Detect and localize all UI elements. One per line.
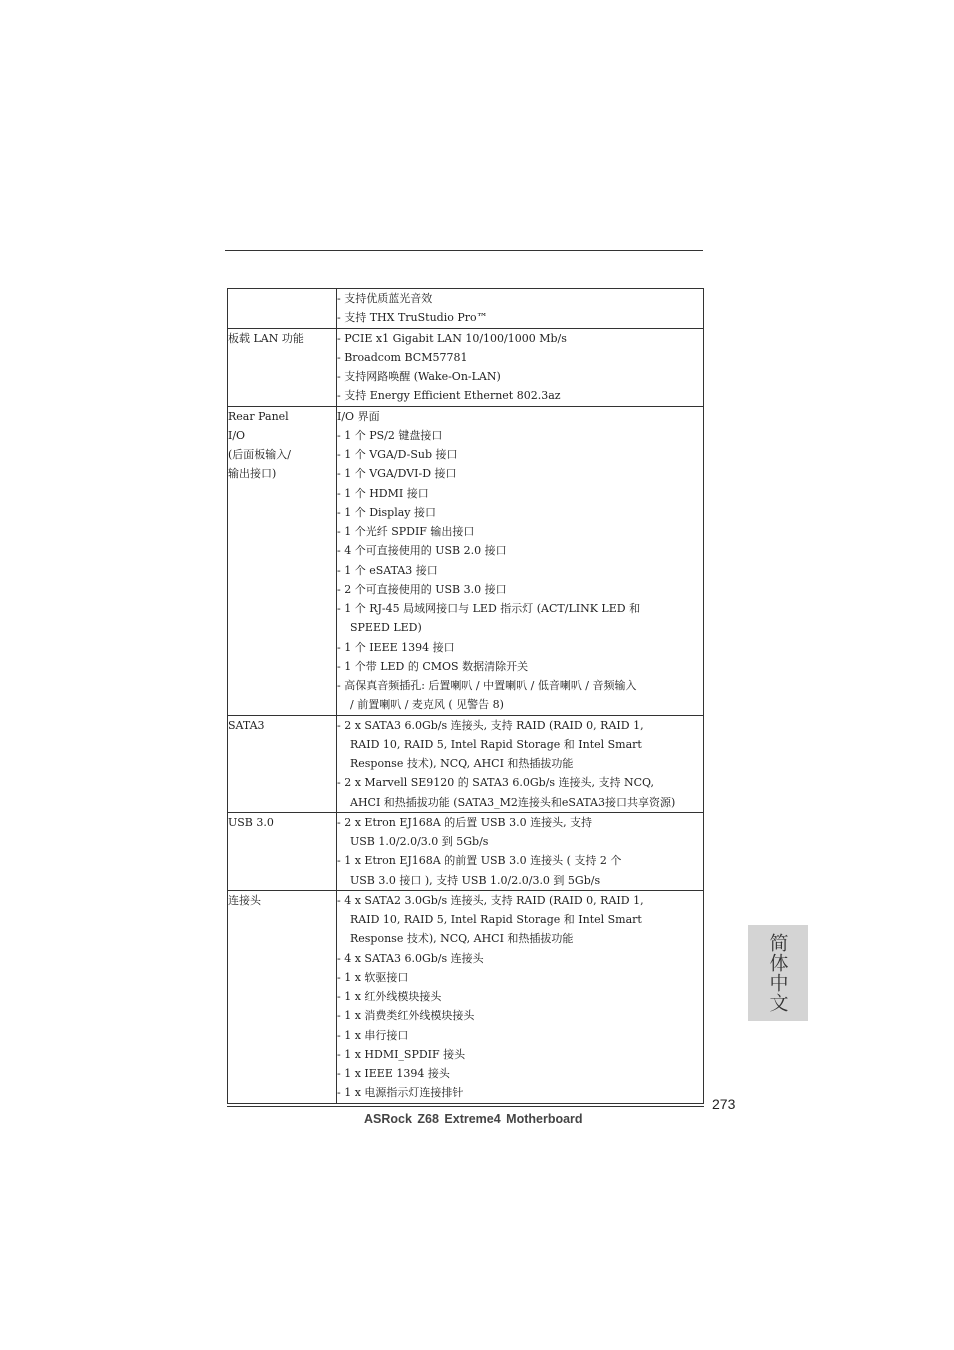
spec-content-cell	[337, 812, 704, 890]
spec-line: - 支持 Energy Efficient Ethernet 802.3az	[337, 389, 561, 403]
spec-line: - 支持优质蓝光音效	[337, 292, 433, 305]
spec-line: SPEED LED)	[350, 621, 422, 635]
footer-title: ASRock Z68 Extreme4 Motherboard	[364, 1112, 583, 1126]
spec-line: - 1 个 VGA/DVI-D 接口	[337, 467, 457, 481]
spec-line: - 2 x Marvell SE9120 的 SATA3 6.0Gb/s 连接头, 支持 NCQ,	[337, 776, 655, 790]
spec-label-line: (后面板输入/	[228, 448, 291, 461]
spec-label-line: 输出接口)	[228, 467, 277, 481]
spec-row	[228, 715, 704, 812]
spec-line: - Broadcom BCM57781	[337, 350, 468, 364]
spec-line: I/O 界面	[337, 409, 380, 423]
spec-line: / 前置喇叭 / 麦克风 ( 见警告 8)	[350, 698, 504, 712]
spec-line: - 1 个 PS/2 键盘接口	[337, 428, 443, 442]
spec-line: - 1 x 电源指示灯连接排针	[337, 1086, 464, 1100]
spec-line: USB 3.0 接口 ), 支持 USB 1.0/2.0/3.0 到 5Gb/s	[350, 873, 601, 887]
spec-row	[228, 406, 704, 715]
spec-line: - 4 x SATA3 6.0Gb/s 连接头	[337, 951, 484, 965]
top-rule	[225, 250, 703, 251]
spec-label-line: I/O	[228, 428, 246, 442]
spec-label-line: SATA3	[228, 718, 265, 732]
spec-line: - 1 个 RJ-45 局域网接口与 LED 指示灯 (ACT/LINK LED 和	[337, 602, 641, 615]
spec-line: - 1 x Etron EJ168A 的前置 USB 3.0 连接头 ( 支持 2 个	[337, 854, 622, 868]
spec-content-cell	[337, 890, 704, 1103]
spec-label-line: 连接头	[228, 893, 261, 907]
spec-line: - 2 x SATA3 6.0Gb/s 连接头, 支持 RAID (RAID 0, RAID 1,	[337, 718, 644, 732]
spec-row	[228, 289, 704, 329]
spec-line: - 2 x Etron EJ168A 的后置 USB 3.0 连接头, 支持	[337, 815, 593, 829]
spec-line: - 1 个 eSATA3 接口	[337, 563, 438, 577]
spec-line: - 1 个带 LED 的 CMOS 数据清除开关	[337, 659, 529, 673]
spec-content-cell	[337, 715, 704, 812]
spec-line: - 4 个可直接使用的 USB 2.0 接口	[337, 544, 507, 558]
spec-line: Response 技术), NCQ, AHCI 和热插拔功能	[350, 932, 574, 946]
spec-label-line: 板载 LAN 功能	[228, 331, 304, 345]
spec-table	[227, 288, 704, 1104]
spec-line: - 高保真音频插孔: 后置喇叭 / 中置喇叭 / 低音喇叭 / 音频输入	[337, 679, 637, 692]
spec-row	[228, 328, 704, 406]
language-tab-label: 简体中文	[766, 933, 789, 1013]
spec-line: - 1 个 VGA/D-Sub 接口	[337, 448, 458, 461]
spec-row	[228, 890, 704, 1103]
spec-line: - 2 个可直接使用的 USB 3.0 接口	[337, 582, 507, 596]
spec-line: AHCI 和热插拔功能 (SATA3_M2连接头和eSATA3接口共享资源)	[350, 795, 676, 809]
spec-content-cell	[337, 289, 704, 329]
spec-line: - 4 x SATA2 3.0Gb/s 连接头, 支持 RAID (RAID 0, RAID 1,	[337, 893, 644, 907]
spec-line: - 支持 THX TruStudio Pro™	[337, 311, 488, 325]
spec-label-line: USB 3.0	[228, 815, 274, 829]
spec-line: - 1 个 HDMI 接口	[337, 486, 429, 500]
spec-content-cell	[337, 328, 704, 406]
spec-line: USB 1.0/2.0/3.0 到 5Gb/s	[350, 835, 489, 848]
language-tab	[748, 925, 808, 1021]
spec-line: - 1 x 消费类红外线模块接头	[337, 1009, 475, 1023]
spec-line: Response 技术), NCQ, AHCI 和热插拔功能	[350, 757, 574, 770]
spec-label-cell	[228, 406, 337, 715]
spec-label-line: Rear Panel	[228, 409, 289, 423]
spec-row	[228, 812, 704, 890]
spec-label-cell	[228, 328, 337, 406]
spec-label-cell	[228, 812, 337, 890]
page-number: 273	[712, 1096, 736, 1112]
spec-label-cell	[228, 289, 337, 329]
spec-line: RAID 10, RAID 5, Intel Rapid Storage 和 Intel Smart	[350, 913, 642, 926]
spec-table-body	[228, 289, 704, 1104]
spec-line: - 1 x HDMI_SPDIF 接头	[337, 1047, 466, 1061]
bottom-rule	[227, 1106, 704, 1107]
spec-label-cell	[228, 715, 337, 812]
spec-label-cell	[228, 890, 337, 1103]
spec-line: - 1 个 IEEE 1394 接口	[337, 640, 455, 654]
spec-line: - 1 x 串行接口	[337, 1028, 409, 1042]
spec-line: - 1 个光纤 SPDIF 输出接口	[337, 525, 475, 538]
spec-line: - PCIE x1 Gigabit LAN 10/100/1000 Mb/s	[337, 331, 567, 345]
spec-line: - 1 个 Display 接口	[337, 505, 437, 519]
spec-line: - 1 x 红外线模块接头	[337, 990, 442, 1003]
spec-line: - 支持网路唤醒 (Wake-On-LAN)	[337, 370, 501, 383]
spec-line: - 1 x 软驱接口	[337, 970, 409, 984]
spec-line: - 1 x IEEE 1394 接头	[337, 1067, 450, 1080]
spec-content-cell	[337, 406, 704, 715]
spec-line: RAID 10, RAID 5, Intel Rapid Storage 和 Intel Smart	[350, 737, 642, 751]
